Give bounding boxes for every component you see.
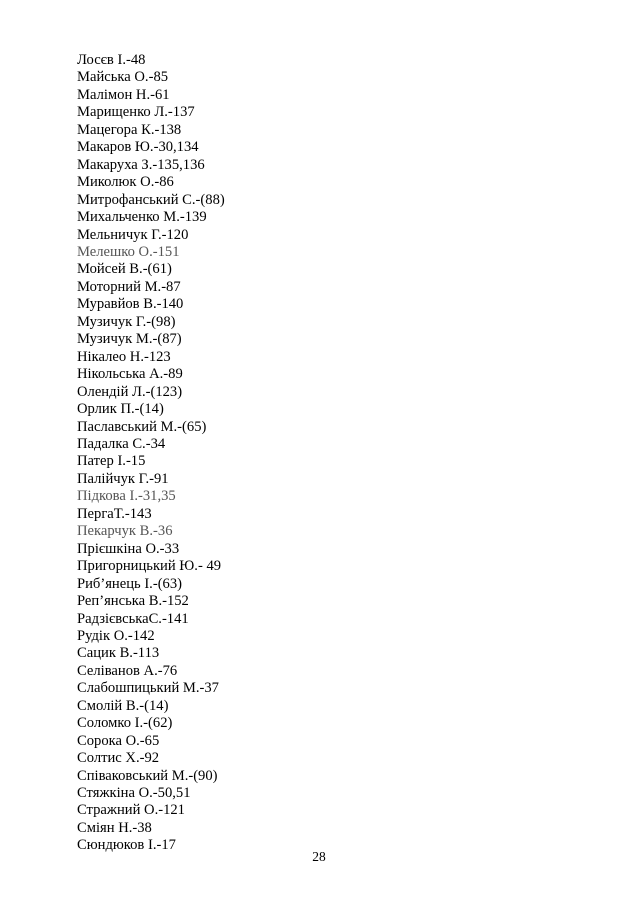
index-entry: Марищенко Л.-137 [77,104,195,121]
index-entry: Соломко І.-(62) [77,715,173,732]
index-entry: Макаров Ю.-30,134 [77,139,199,156]
index-entry: Мелешко О.-151 [77,243,180,260]
index-entry: Палійчук Г.-91 [77,470,169,487]
index-entry: Патер І.-15 [77,453,146,470]
index-entry: Мельничук Г.-120 [77,226,189,243]
index-entry: Нікалео Н.-123 [77,348,171,365]
index-entry: Малімон Н.-61 [77,86,170,103]
index-entry: Співаковський М.-(90) [77,767,218,784]
index-entry: Реп’янська В.-152 [77,593,189,610]
index-entry: Рудік О.-142 [77,627,155,644]
index-entry: Макаруха З.-135,136 [77,156,205,173]
index-entry: Пригорницький Ю.- 49 [77,558,222,575]
index-entry: Лосєв І.-48 [77,52,146,68]
name-index-list [77,52,225,855]
index-entry: Мойсей В.-(61) [77,261,172,278]
index-entry: Моторний М.-87 [77,278,181,295]
index-entry: Митрофанський С.-(88) [77,191,225,208]
index-entry: Орлик П.-(14) [77,401,164,418]
index-entry: Олендій Л.-(123) [77,383,183,400]
index-entry: Прієшкіна О.-33 [77,540,180,557]
index-entry: Михальченко М.-139 [77,209,207,226]
page-number: 28 [312,849,326,864]
index-entry: Музичук Г.-(98) [77,313,176,330]
index-entry: ПергаТ.-143 [77,505,152,522]
index-entry: Слабошпицький М.-37 [77,680,219,697]
index-entry: Муравйов В.-140 [77,296,184,313]
index-entry: Сорока О.-65 [77,732,160,749]
index-entry: Майська О.-85 [77,69,169,86]
index-entry: Стражний О.-121 [77,802,185,819]
index-entry: Пекарчук В.-36 [77,523,173,540]
index-entry: Підкова І.-31,35 [77,488,176,505]
index-entry: Сміян Н.-38 [77,819,152,836]
index-entry: Солтис Х.-92 [77,750,160,767]
index-entry: Нікольська А.-89 [77,366,183,383]
index-entry: Стяжкіна О.-50,51 [77,785,191,802]
index-entry: РадзієвськаС.-141 [77,610,189,627]
index-entry: Сацик В.-113 [77,645,160,662]
index-entry: Мацегора К.-138 [77,121,182,138]
index-entry: Падалка С.-34 [77,435,166,452]
index-entry: Паславський М.-(65) [77,418,207,435]
index-entry: Музичук М.-(87) [77,331,182,348]
index-entry: Миколюк О.-86 [77,174,174,191]
index-entry: Селіванов А.-76 [77,662,178,679]
index-entry: Сюндюков І.-17 [77,837,176,854]
index-entry: Смолій В.-(14) [77,697,169,714]
index-entry: Риб’янець І.-(63) [77,575,183,592]
